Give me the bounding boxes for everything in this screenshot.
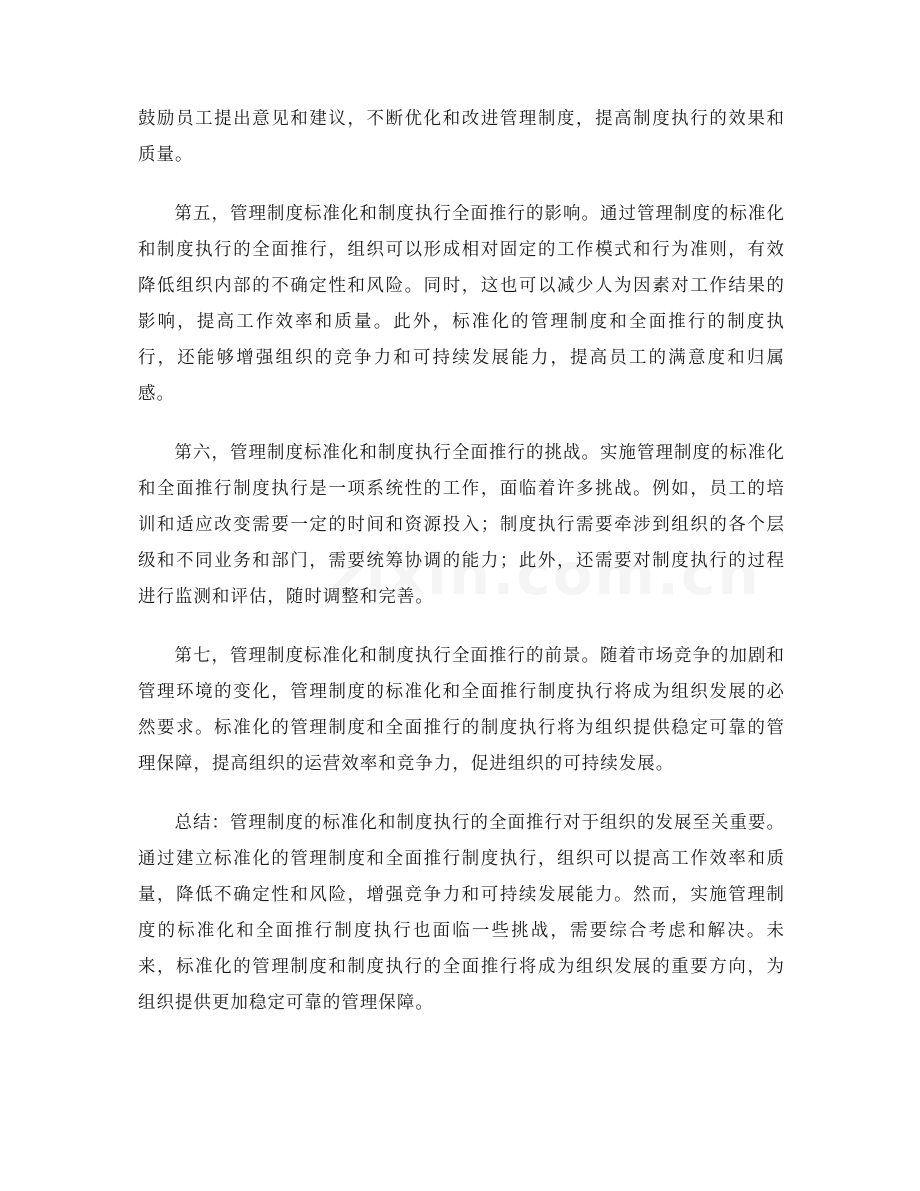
paragraph-continuation: 鼓励员工提出意见和建议，不断优化和改进管理制度，提高制度执行的效果和质量。 <box>138 109 785 165</box>
document-body <box>138 101 785 1044</box>
paragraph-summary: 总结：管理制度的标准化和制度执行的全面推行对于组织的发展至关重要。通过建立标准化的管理制度和全面推行制度执行，组织可以提高工作效率和质量，降低不确定性和风险，增强竞争力和可持续发展能力。然而，实施管理制度的标准化和全面推行制度执行也面临一些挑战，需要综合考虑和解决。未来，标准化的管理制度和制度执行的全面推行将成为组织发展的重要方向，为组织提供更加稳定可靠的管理保障。 <box>138 813 785 1013</box>
paragraph-fifth-impact: 第五，管理制度标准化和制度执行全面推行的影响。通过管理制度的标准化和制度执行的全面推行，组织可以形成相对固定的工作模式和行为准则，有效降低组织内部的不确定性和风险。同时，这也可以减少人为因素对工作结果的影响，提高工作效率和质量。此外，标准化的管理制度和全面推行的制度执行，还能够增强组织的竞争力和可持续发展能力，提高员工的满意度和归属感。 <box>138 204 785 404</box>
paragraph-seventh-prospects: 第七，管理制度标准化和制度执行全面推行的前景。随着市场竞争的加剧和管理环境的变化，管理制度的标准化和全面推行制度执行将成为组织发展的必然要求。标准化的管理制度和全面推行的制度执行将为组织提供稳定可靠的管理保障，提高组织的运营效率和竞争力，促进组织的可持续发展。 <box>138 646 785 774</box>
paragraph-sixth-challenges: 第六，管理制度标准化和制度执行全面推行的挑战。实施管理制度的标准化和全面推行制度执行是一项系统性的工作，面临着许多挑战。例如，员工的培训和适应改变需要一定的时间和资源投入；制度执行需要牵涉到组织的各个层级和不同业务和部门，需要统筹协调的能力；此外，还需要对制度执行的过程进行监测和评估，随时调整和完善。 <box>138 443 785 607</box>
